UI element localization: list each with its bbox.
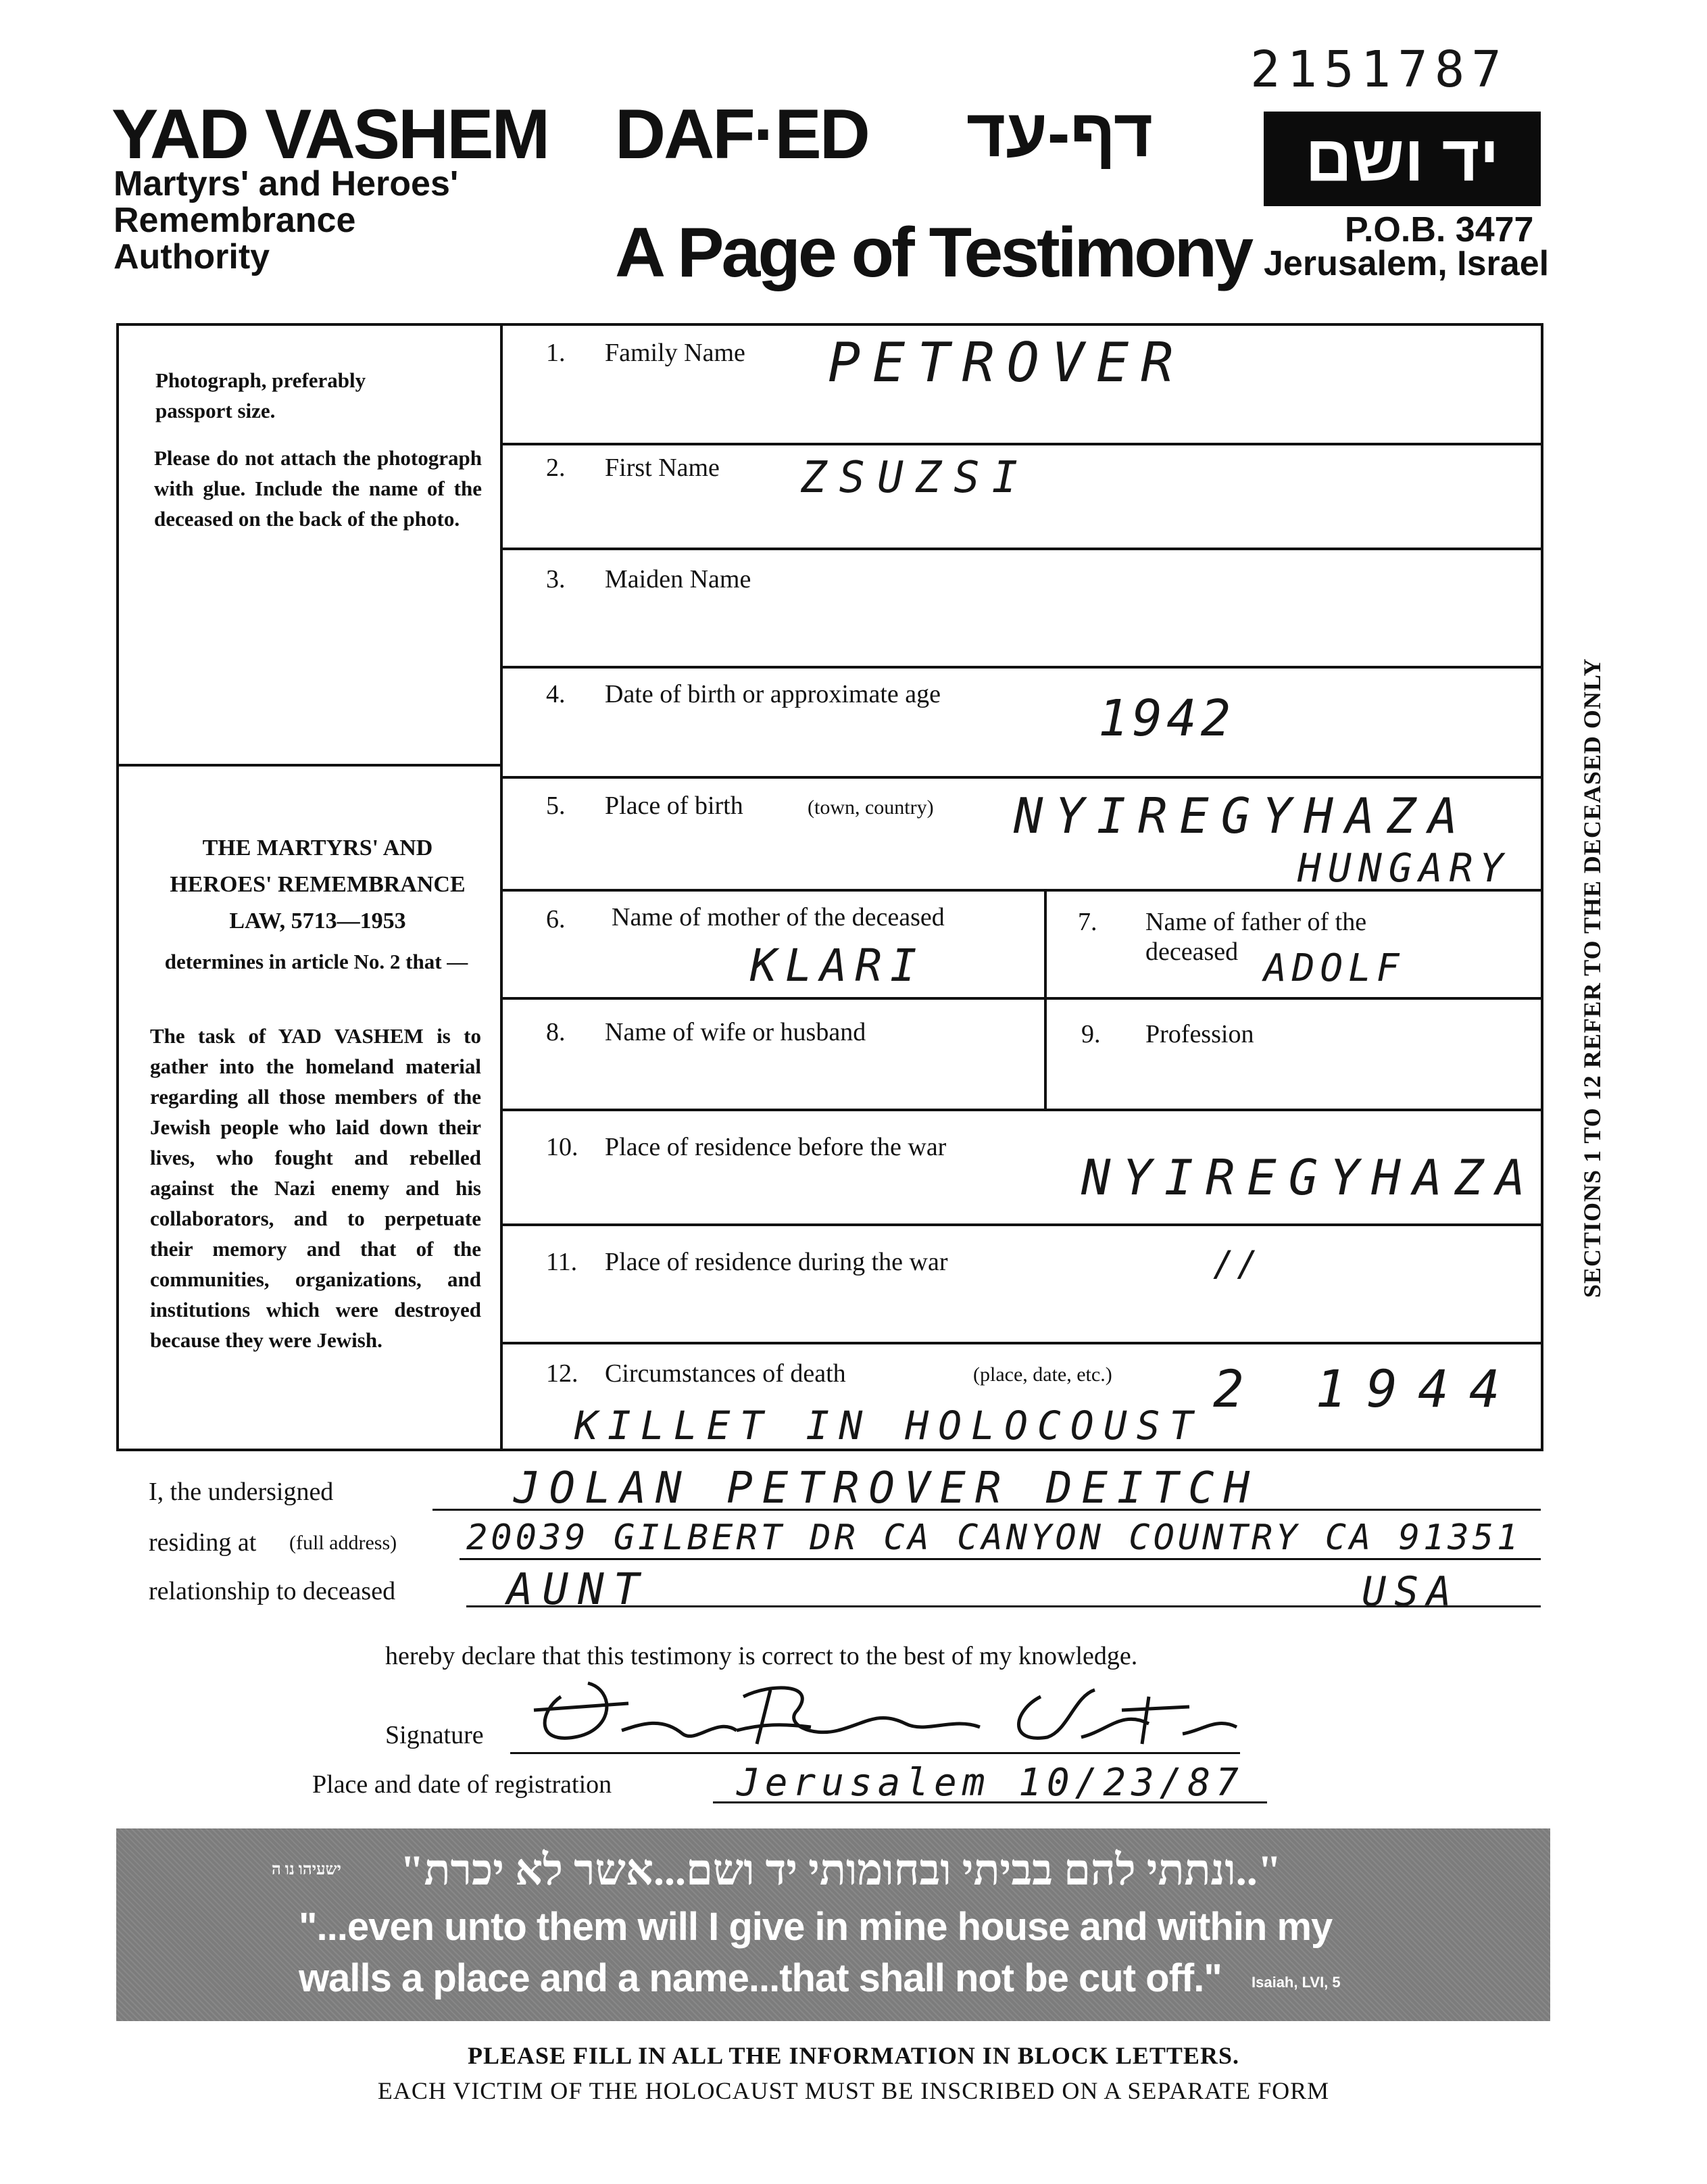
quote-hebrew: "..ונתתי להם בביתי ובחומותי יד ושם...אשר לא יכרת" xyxy=(400,1846,1282,1894)
undersigned-label: I, the undersigned xyxy=(149,1478,334,1506)
photo-instructions-title: Photograph, preferably passport size. xyxy=(155,368,366,422)
law-text: The task of YAD VASHEM is to gather into the homeland material regarding all those members of the Jewish people who laid down their lives, who fought and rebelled against the Nazi enemy and his collaborators, and to perpetuate their memory and that of the communities, organizations, and institutions which were destroyed because they were Jewish. xyxy=(150,1024,481,1352)
field-5-value-country[interactable]: HUNGARY xyxy=(1297,845,1510,891)
law-intro: determines in article No. 2 that — xyxy=(164,950,468,973)
field-4-number: 4. xyxy=(546,680,566,708)
residing-hint: (full address) xyxy=(289,1532,397,1554)
relationship-value[interactable]: AUNT xyxy=(507,1565,649,1615)
city-address: Jerusalem, Israel xyxy=(1264,244,1550,283)
registration-label: Place and date of registration xyxy=(312,1770,612,1799)
field-1-label: Family Name xyxy=(605,339,745,367)
field-10-number: 10. xyxy=(546,1133,578,1161)
field-2-label: First Name xyxy=(605,454,720,482)
org-name: YAD VASHEM xyxy=(112,95,549,174)
field-3-label: Maiden Name xyxy=(605,565,751,593)
quote-band xyxy=(116,1828,1550,2021)
field-9-label: Profession xyxy=(1145,1020,1254,1048)
field-5-hint: (town, country) xyxy=(808,796,934,819)
quote-line-1: "...even unto them will I give in mine house and within my xyxy=(299,1905,1333,1949)
field-9-number: 9. xyxy=(1081,1020,1101,1048)
law-title: THE MARTYRS' AND HEROES' REMEMBRANCE LAW, 5713—1953 xyxy=(170,835,466,933)
org-subtitle: Martyrs' and Heroes' Remembrance Authority xyxy=(114,164,459,276)
field-5-number: 5. xyxy=(546,792,566,820)
field-11-value[interactable]: // xyxy=(1213,1244,1261,1284)
field-4-value[interactable]: 1942 xyxy=(1098,689,1235,748)
field-2-value[interactable]: ZSUZSI xyxy=(801,453,1031,503)
field-3-number: 3. xyxy=(546,565,566,593)
relationship-label: relationship to deceased xyxy=(149,1577,396,1605)
field-12-number: 12. xyxy=(546,1359,578,1388)
yad-vashem-logo: יד ושם xyxy=(1264,112,1541,206)
instruction-line-2: EACH VICTIM OF THE HOLOCAUST MUST BE INSCRIBED ON A SEPARATE FORM xyxy=(377,2077,1330,2104)
field-12-value-date[interactable]: 2 1944 xyxy=(1213,1359,1520,1419)
field-12-label: Circumstances of death xyxy=(605,1359,846,1388)
field-5-label: Place of birth xyxy=(605,792,743,820)
field-11-number: 11. xyxy=(546,1248,578,1276)
sections-note: SECTIONS 1 TO 12 REFER TO THE DECEASED ONLY xyxy=(1579,658,1606,1298)
field-5-value[interactable]: NYIREGYHAZA xyxy=(1014,787,1470,844)
instruction-line-1: PLEASE FILL IN ALL THE INFORMATION IN BLOCK LETTERS. xyxy=(468,2042,1239,2069)
quote-reference: Isaiah, LVI, 5 xyxy=(1252,1974,1341,1991)
signature-label: Signature xyxy=(385,1721,484,1749)
document-number: 2151787 xyxy=(1250,41,1508,99)
quote-hebrew-ref: ישעיהו נו ה xyxy=(272,1861,341,1878)
undersigned-value[interactable]: JOLAN PETROVER DEITCH xyxy=(514,1463,1260,1513)
residing-value[interactable]: 20039 GILBERT DR CA CANYON COUNTRY CA 91351 xyxy=(466,1518,1522,1558)
field-2-number: 2. xyxy=(546,454,566,482)
field-12-value-circumstance[interactable]: KILLET IN HOLOCOUST xyxy=(574,1403,1203,1449)
residing-label: residing at xyxy=(149,1528,257,1557)
declaration-text: hereby declare that this testimony is correct to the best of my knowledge. xyxy=(385,1642,1138,1670)
field-7-number: 7. xyxy=(1078,908,1097,936)
field-6-number: 6. xyxy=(546,905,566,933)
field-6-value[interactable]: KLARI xyxy=(750,940,925,992)
field-7-label: Name of father of the deceased xyxy=(1145,908,1367,966)
page-title: A Page of Testimony xyxy=(615,214,1252,292)
field-11-label: Place of residence during the war xyxy=(605,1248,948,1276)
field-6-label: Name of mother of the deceased xyxy=(612,903,945,931)
field-1-value[interactable]: PETROVER xyxy=(828,331,1186,394)
field-10-value[interactable]: NYIREGYHAZA xyxy=(1081,1149,1537,1206)
photo-instructions-note: Please do not attach the photograph with glue. Include the name of the deceased on the back of the photo. xyxy=(154,446,482,531)
field-8-label: Name of wife or husband xyxy=(605,1018,866,1046)
quote-line-2: walls a place and a name...that shall not be cut off." xyxy=(299,1956,1222,2000)
signature-mark xyxy=(514,1670,1243,1757)
registration-value[interactable]: Jerusalem 10/23/87 xyxy=(737,1761,1244,1805)
daf-ed-hebrew: דף-עד xyxy=(966,95,1154,171)
pob-address: P.O.B. 3477 xyxy=(1345,210,1534,249)
field-12-hint: (place, date, etc.) xyxy=(973,1363,1112,1386)
field-1-number: 1. xyxy=(546,339,566,367)
field-10-label: Place of residence before the war xyxy=(605,1133,947,1161)
daf-ed-title: DAF·ED xyxy=(615,95,868,174)
country-value[interactable]: USA xyxy=(1362,1568,1460,1616)
field-8-number: 8. xyxy=(546,1018,566,1046)
field-7-value[interactable]: ADOLF xyxy=(1264,946,1405,990)
field-4-label: Date of birth or approximate age xyxy=(605,680,941,708)
